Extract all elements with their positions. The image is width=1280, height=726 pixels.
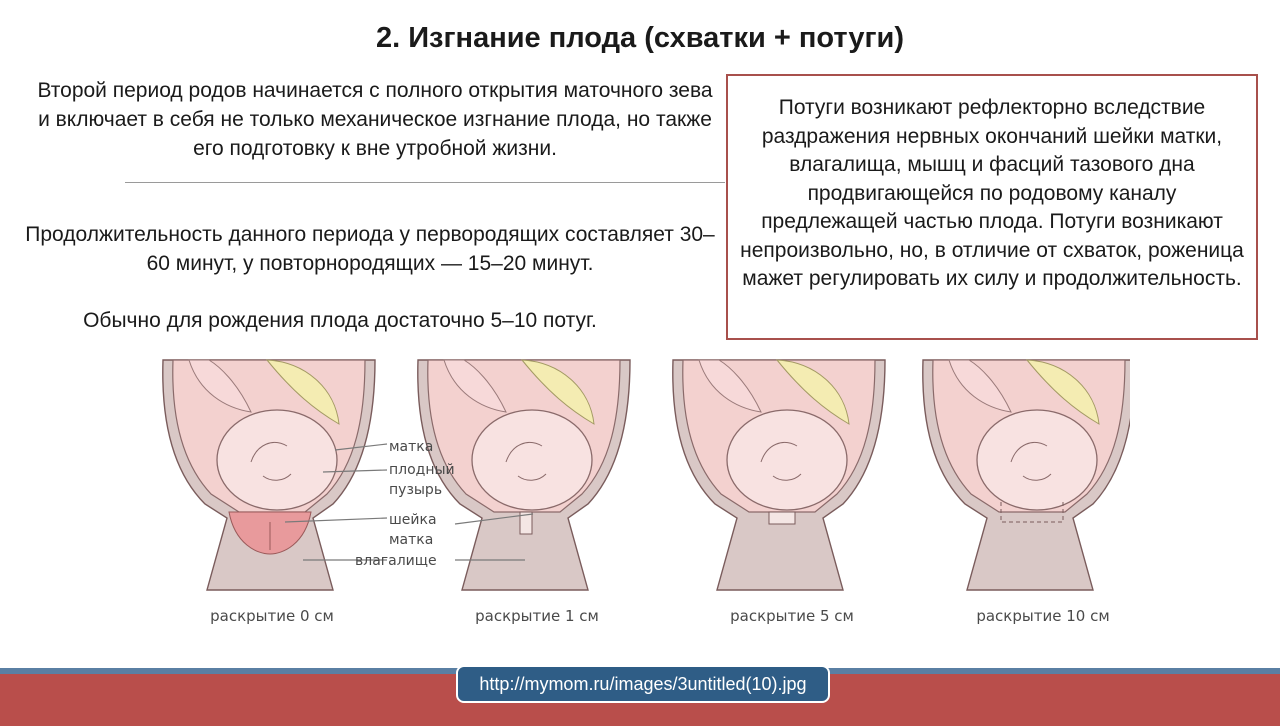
label-bladder-line1: плодный [389, 462, 455, 478]
label-vagina: влагалище [355, 553, 437, 569]
stage-5cm-illustration [673, 360, 885, 590]
divider-line [125, 182, 725, 183]
paragraph-period-start: Второй период родов начинается с полного открытия маточного зева и включает в себя не только механическое изгнание плода, но также его подготовку к вне утробной жизни. [37, 79, 713, 160]
label-cervix-line1: шейка [389, 512, 437, 528]
caption-stage-0cm: раскрытие 0 см [210, 607, 334, 625]
caption-stage-5cm: раскрытие 5 см [730, 607, 854, 625]
pushing-note-box: Потуги возникают рефлекторно вследствие раздражения нервных окончаний шейки матки, влагалища, мышц и фасций тазового дна продвигающейся по родовому каналу предлежащей частью плода. Потуги возникают непроизвольно, но, в отличие от схваток, роженица мажет регулировать их силу и продолжительность. [726, 74, 1258, 340]
stage-0cm-illustration [163, 360, 375, 590]
source-link[interactable]: http://mymom.ru/images/3untitled(10).jpg [456, 665, 830, 703]
label-cervix-line2: матка [389, 532, 434, 548]
paragraph-push-count: Обычно для рождения плода достаточно 5–10 потуг. [83, 309, 597, 332]
label-uterus: матка [389, 439, 434, 455]
paragraph-duration: Продолжительность данного периода у первородящих составляет 30–60 минут, у повторнородящих — 15–20 минут. [25, 223, 715, 275]
slide-title: 2. Изгнание плода (схватки + потуги) [375, 22, 905, 54]
label-bladder-line2: пузырь [389, 482, 443, 498]
stage-10cm-illustration [923, 360, 1130, 590]
cervix-dilation-diagram [155, 352, 1130, 642]
caption-stage-1cm: раскрытие 1 см [475, 607, 599, 625]
caption-stage-10cm: раскрытие 10 см [976, 607, 1110, 625]
